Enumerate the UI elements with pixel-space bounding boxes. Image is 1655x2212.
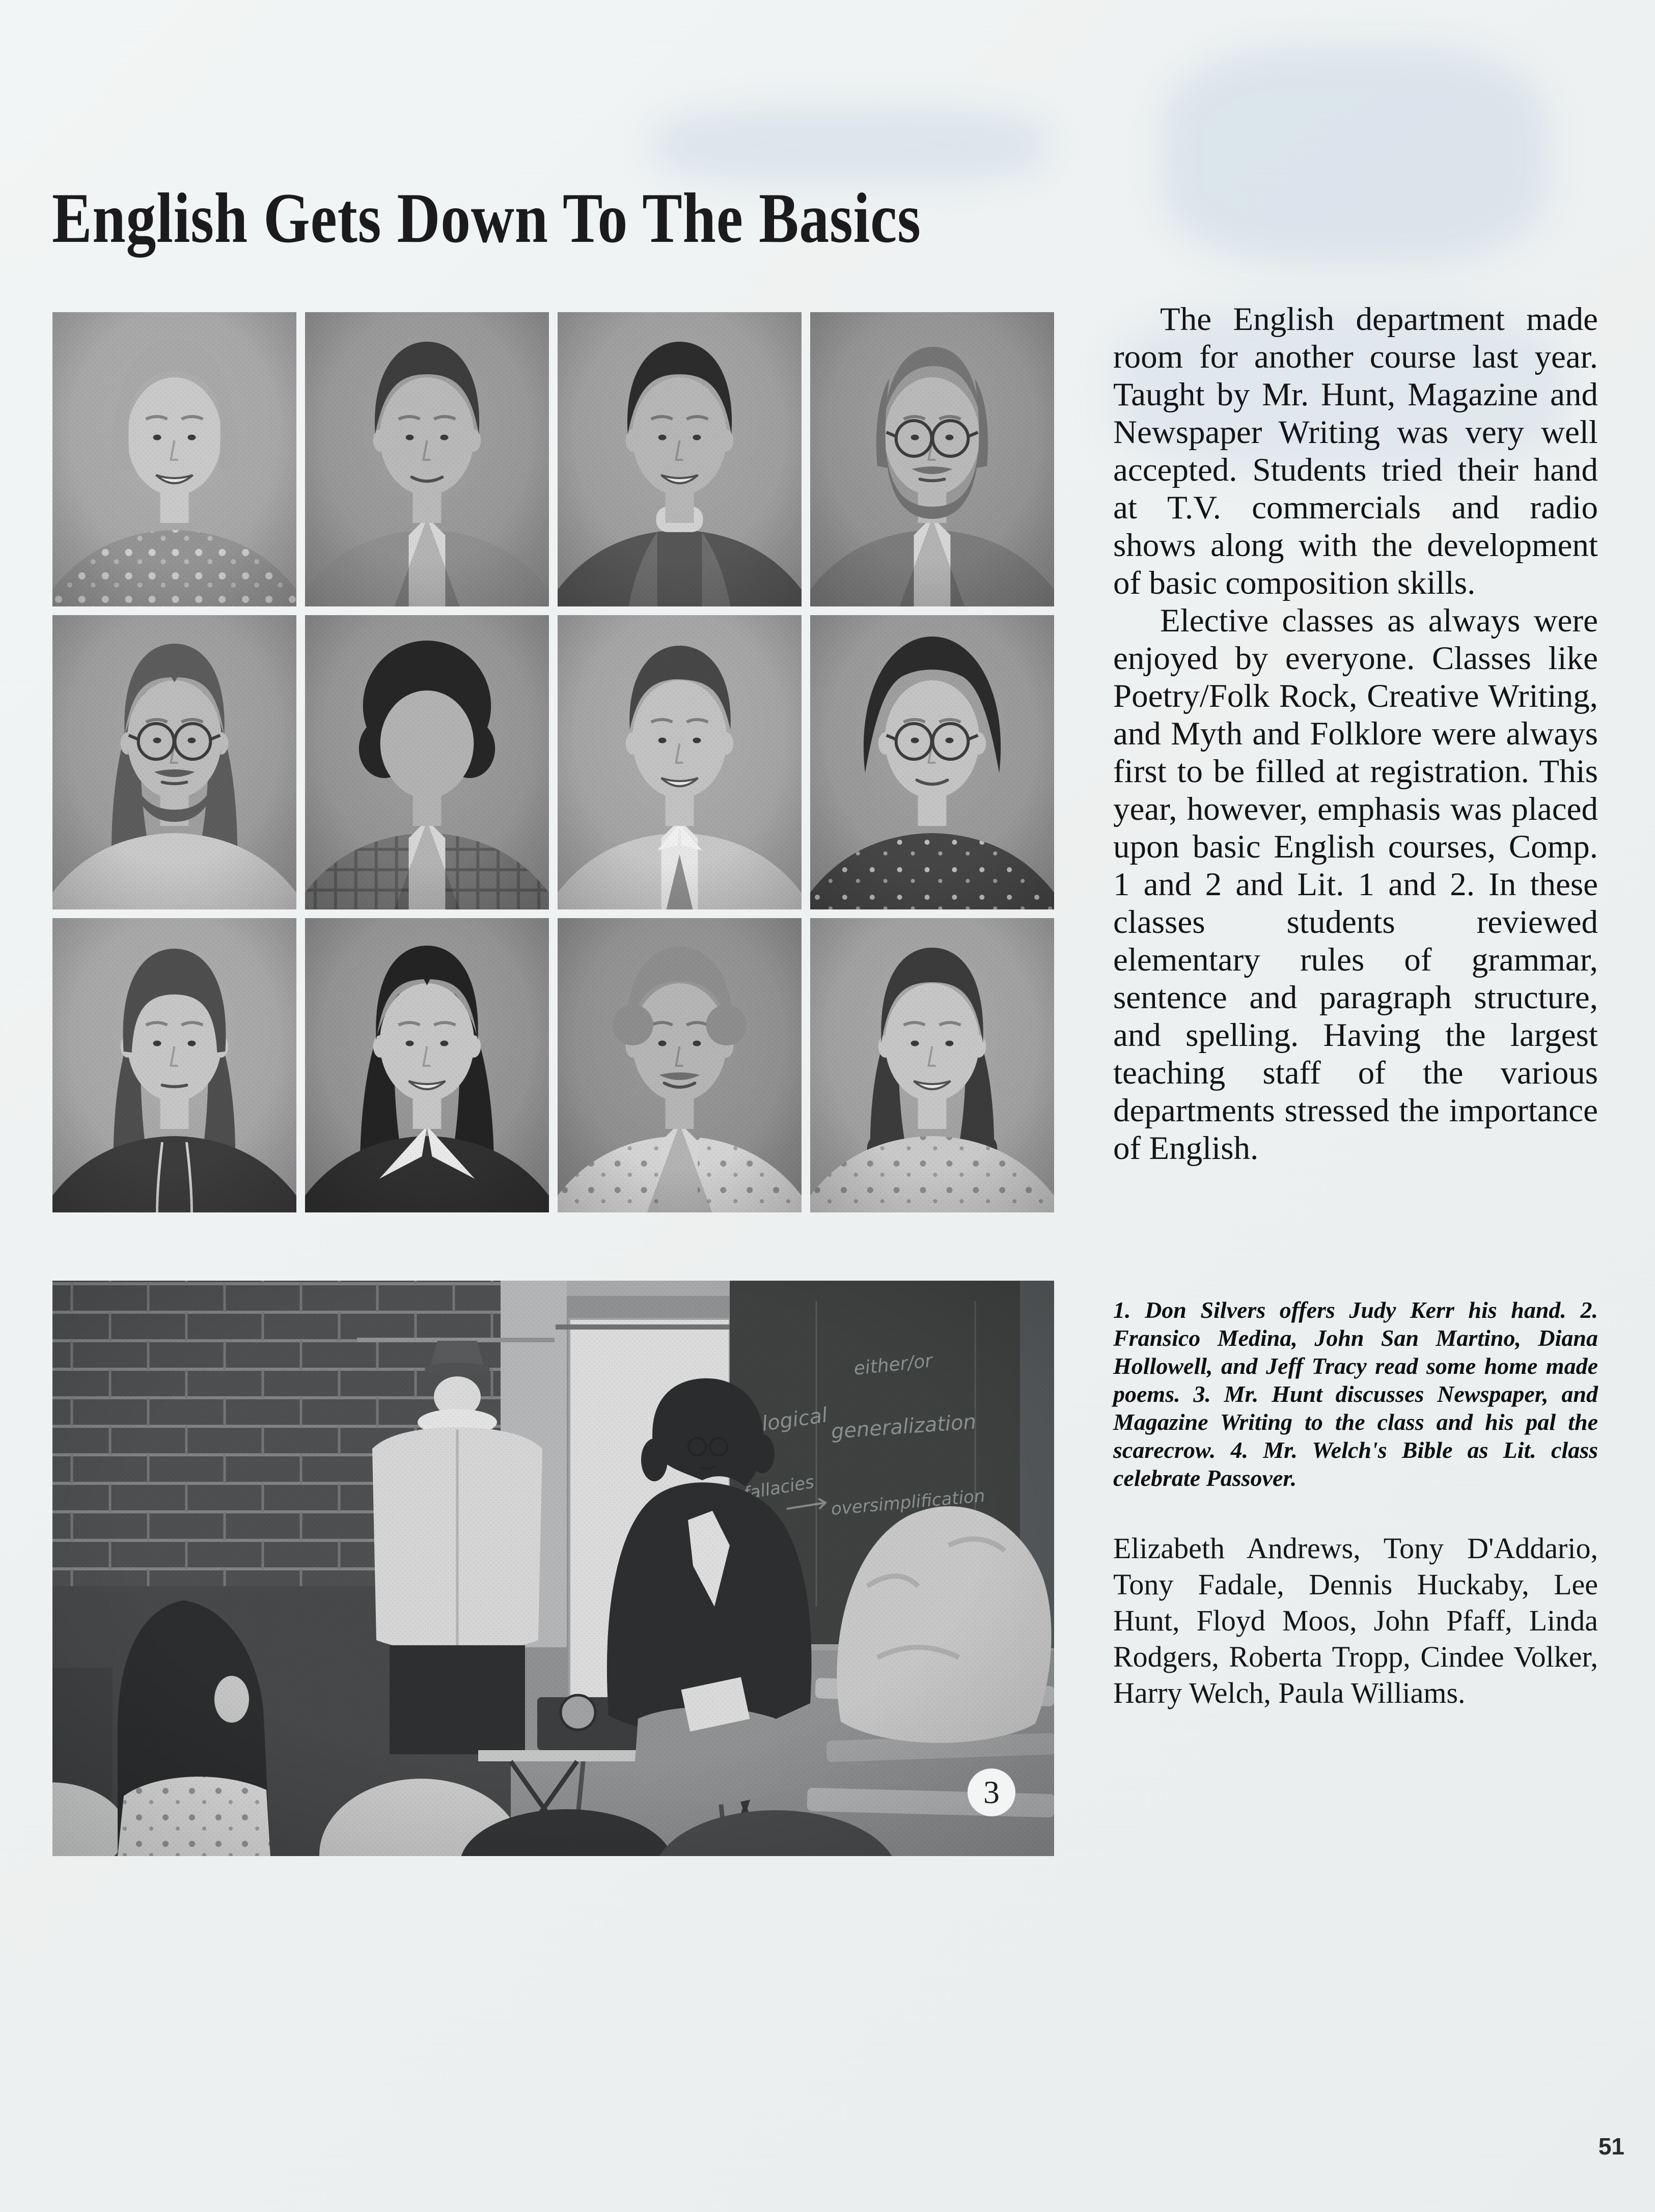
classroom-photo <box>52 1281 1054 1856</box>
portrait-photo <box>52 918 296 1212</box>
portrait-illustration <box>558 918 802 1212</box>
photo-captions: 1. Don Silvers offers Judy Kerr his hand. 2. Fransico Medina, John San Martino, Diana Hollowell, and Jeff Tracy read some home made poems. 3. Mr. Hunt discusses Newspaper, and Magazine Writing to the class and his pal the scarecrow. 4. Mr. Welch's Bible as Lit. class celebrate Passover. <box>1113 1297 1598 1491</box>
page-title: English Gets Down To The Basics <box>52 179 921 258</box>
portrait-photo <box>305 312 549 606</box>
article-column <box>1113 300 1598 1167</box>
portrait-illustration <box>558 312 802 606</box>
bleed-through-ghost <box>652 107 1049 183</box>
portrait-illustration <box>810 312 1054 606</box>
faculty-photo-grid <box>52 312 1054 1212</box>
portrait-illustration <box>52 312 296 606</box>
staff-name-list: Elizabeth Andrews, Tony D'Addario, Tony Fadale, Dennis Huckaby, Lee Hunt, Floyd Moos, John Pfaff, Linda Rodgers, Roberta Tropp, Cindee Volker, Harry Welch, Paula Williams. <box>1113 1532 1598 1709</box>
portrait-illustration <box>810 615 1054 909</box>
portrait-illustration <box>558 615 802 909</box>
photo-number-badge: 3 <box>968 1768 1015 1816</box>
page-number: 51 <box>1598 2133 1624 2160</box>
portrait-illustration <box>305 615 549 909</box>
portrait-photo <box>52 615 296 909</box>
bleed-through-ghost <box>1161 46 1548 265</box>
portrait-photo <box>52 312 296 606</box>
portrait-photo <box>558 615 802 909</box>
portrait-photo <box>810 615 1054 909</box>
portrait-photo <box>558 918 802 1212</box>
portrait-illustration <box>52 615 296 909</box>
portrait-photo <box>810 312 1054 606</box>
portrait-photo <box>558 312 802 606</box>
portrait-illustration <box>52 918 296 1212</box>
portrait-photo <box>305 615 549 909</box>
article-paragraph: Elective classes as always were enjoyed by everyone. Classes like Poetry/Folk Rock, Creative Writing, and Myth and Folklore were always first to be filled at registration. This year, however, emphasis was placed upon basic English courses, Comp. 1 and 2 and Lit. 1 and 2. In these classes students reviewed elementary rules of grammar, sentence and paragraph structure, and spelling. Having the largest teaching staff of the various departments stressed the importance of English. <box>1113 602 1598 1167</box>
classroom-illustration <box>52 1281 1054 1856</box>
portrait-photo <box>810 918 1054 1212</box>
portrait-illustration <box>305 312 549 606</box>
portrait-illustration <box>810 918 1054 1212</box>
article-paragraph: The English department made room for another course last year. Taught by Mr. Hunt, Magazine and Newspaper Writing was very well accepted. Students tried their hand at T.V. commercials and radio shows along with the development of basic composition skills. <box>1113 301 1598 601</box>
portrait-illustration <box>305 918 549 1212</box>
portrait-photo <box>305 918 549 1212</box>
